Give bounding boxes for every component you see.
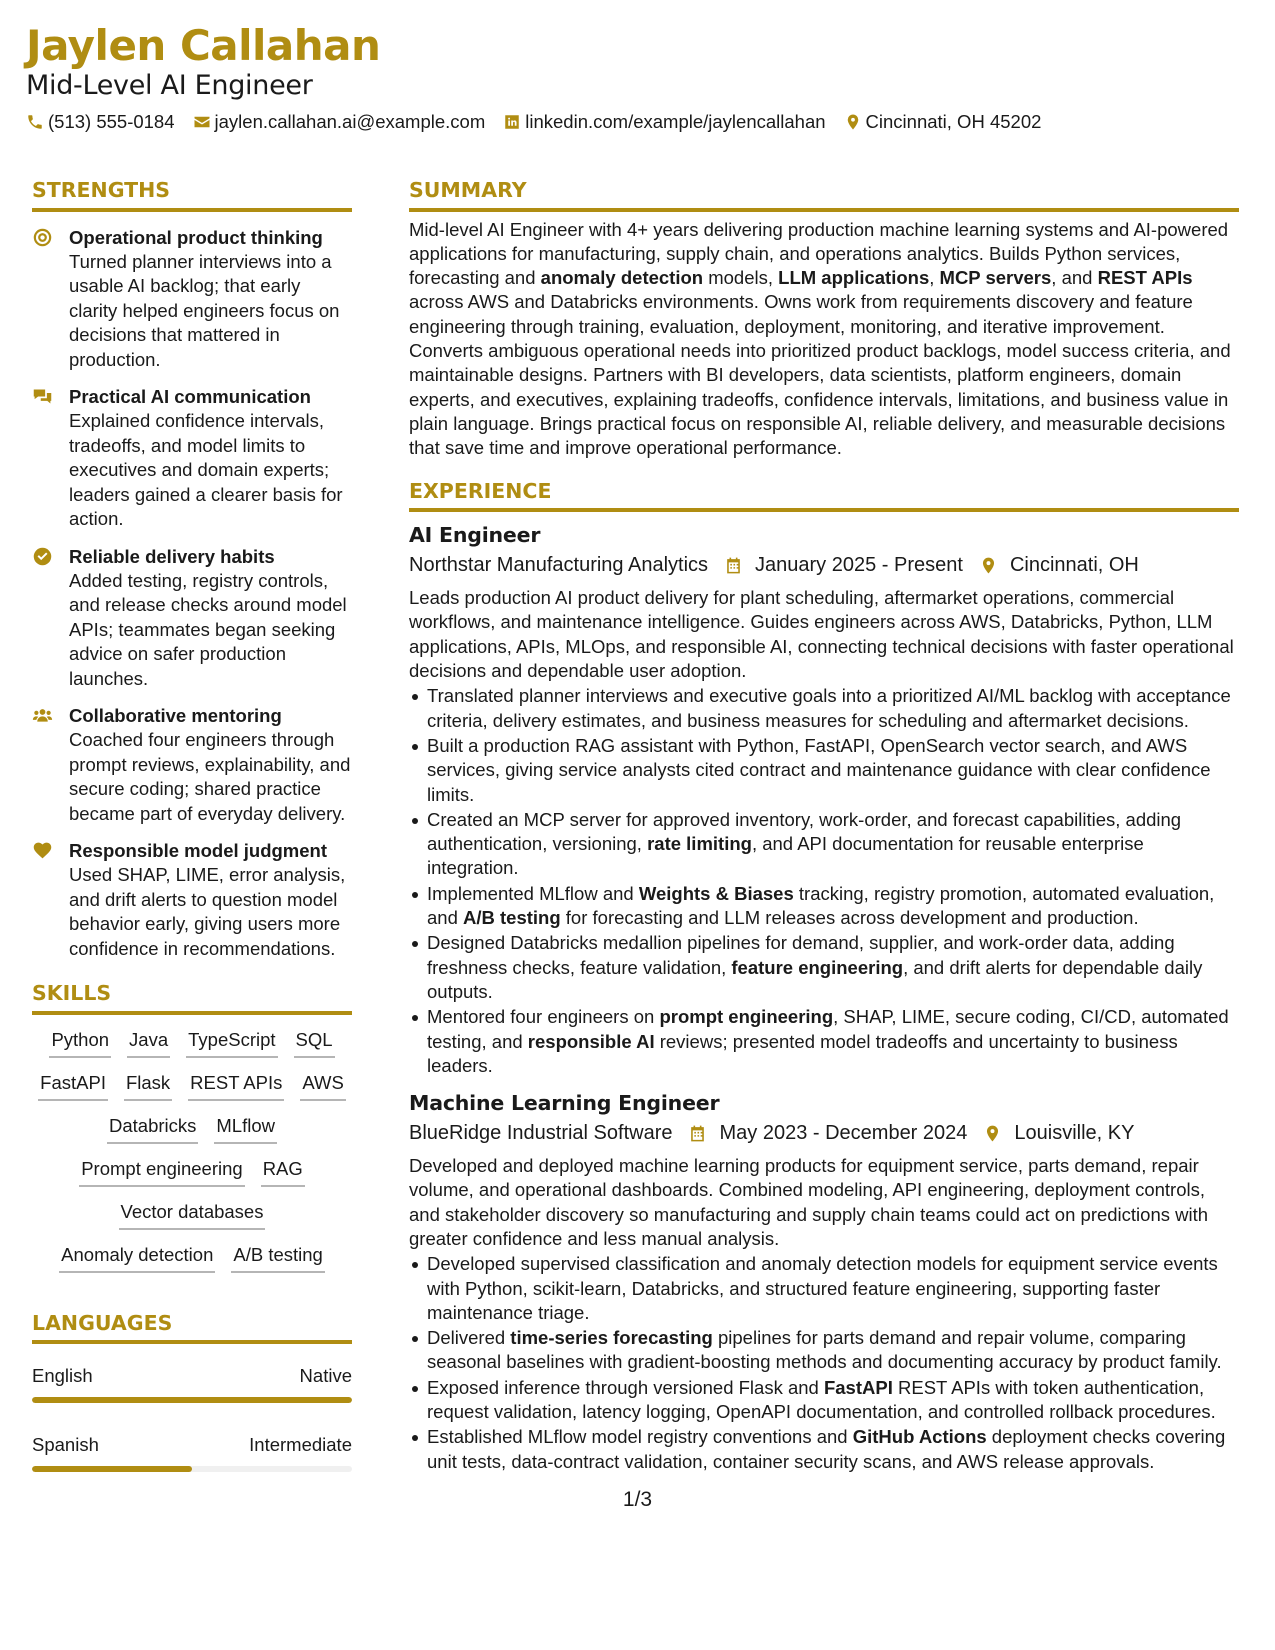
job-dates: May 2023 - December 2024 bbox=[719, 1122, 968, 1145]
envelope-icon bbox=[193, 113, 211, 131]
resume-header bbox=[26, 22, 1246, 133]
skill-row bbox=[32, 1243, 352, 1273]
target-icon bbox=[32, 227, 53, 248]
contact-phone[interactable] bbox=[26, 111, 175, 133]
strength-item bbox=[32, 545, 352, 692]
skill-tag: Anomaly detection bbox=[59, 1243, 215, 1273]
phone-icon bbox=[26, 113, 44, 131]
job-meta bbox=[409, 550, 1239, 580]
skill-tag: MLflow bbox=[214, 1114, 277, 1144]
skill-tag: Databricks bbox=[107, 1114, 198, 1144]
proficiency-bar bbox=[32, 1397, 352, 1403]
linkedin-icon bbox=[503, 113, 521, 131]
strength-item bbox=[32, 839, 352, 961]
right-column bbox=[409, 178, 1239, 1474]
email-text: jaylen.callahan.ai@example.com bbox=[214, 110, 486, 132]
bullet-item: Built a production RAG assistant with Python, FastAPI, OpenSearch vector search, and AWS services, giving service analysts cited contract and maintenance guidance with clear confidence limits. bbox=[409, 734, 1239, 807]
candidate-name: Jaylen Callahan bbox=[26, 21, 381, 70]
bullet-item: Implemented MLflow and Weights & Biases tracking, registry promotion, automated evaluation, and A/B testing for forecasting and LLM releases across development and production. bbox=[409, 882, 1239, 931]
skill-row bbox=[32, 1157, 352, 1187]
contact-linkedin[interactable] bbox=[503, 111, 825, 133]
job-location: Cincinnati, OH bbox=[1009, 554, 1139, 577]
skill-tag: Python bbox=[49, 1028, 111, 1058]
contact-bar bbox=[26, 111, 1246, 133]
bullet-item: Mentored four engineers on prompt engineering, SHAP, LIME, secure coding, CI/CD, automated testing, and responsible AI reviews; presented model tradeoffs and uncertainty to business leaders. bbox=[409, 1005, 1239, 1078]
job-bullets bbox=[409, 1252, 1239, 1474]
language-level: Intermediate bbox=[249, 1434, 352, 1456]
phone-text: (513) 555-0184 bbox=[48, 110, 175, 132]
skill-tag: Prompt engineering bbox=[79, 1157, 244, 1187]
strength-desc: Coached four engineers through prompt reviews, explainability, and secure coding; shared practice became part of everyday delivery. bbox=[69, 729, 351, 824]
map-pin-icon bbox=[844, 113, 862, 131]
strength-desc: Explained confidence intervals, tradeoffs, and model limits to executives and domain experts; leaders gained a clearer basis for action. bbox=[69, 410, 343, 530]
check-circle-icon bbox=[32, 546, 53, 567]
job-entry bbox=[409, 1089, 1239, 1474]
job-location: Louisville, KY bbox=[1014, 1122, 1135, 1145]
strengths-heading: STRENGTHS bbox=[32, 178, 352, 212]
skill-tag: Flask bbox=[124, 1071, 172, 1101]
proficiency-bar bbox=[32, 1466, 352, 1472]
bullet-item: Developed supervised classification and anomaly detection models for equipment service events with Python, scikit-learn, Databricks, and structured feature engineering, supporting faster maintenance triage. bbox=[409, 1252, 1239, 1325]
skill-tag: FastAPI bbox=[38, 1071, 108, 1101]
users-icon bbox=[32, 705, 53, 726]
language-level: Native bbox=[299, 1365, 352, 1387]
bullet-item: Designed Databricks medallion pipelines for demand, supplier, and work-order data, adding freshness checks, feature validation, feature engineering, and drift alerts for dependable daily outputs. bbox=[409, 931, 1239, 1004]
strengths-list bbox=[32, 226, 352, 962]
job-meta bbox=[409, 1118, 1239, 1148]
heart-icon bbox=[32, 840, 53, 861]
candidate-title: Mid-Level AI Engineer bbox=[26, 70, 313, 102]
skill-tag: Vector databases bbox=[119, 1200, 266, 1230]
calendar-icon bbox=[688, 1124, 707, 1143]
strength-title: Reliable delivery habits bbox=[69, 545, 275, 567]
job-company: Northstar Manufacturing Analytics bbox=[409, 554, 709, 577]
strength-desc: Used SHAP, LIME, error analysis, and drift alerts to question model behavior early, giving users more confidence in recommendations. bbox=[69, 864, 346, 959]
strength-item bbox=[32, 704, 352, 826]
job-dates: January 2025 - Present bbox=[755, 554, 963, 577]
bullet-item: Exposed inference through versioned Flask and FastAPI REST APIs with token authentication, request validation, latency logging, OpenAPI documentation, and controlled rollback procedures. bbox=[409, 1376, 1239, 1425]
strength-title: Responsible model judgment bbox=[69, 840, 327, 862]
page-number: 1/3 bbox=[622, 1488, 653, 1511]
job-bullets bbox=[409, 684, 1239, 1078]
job-company: BlueRidge Industrial Software bbox=[409, 1122, 673, 1145]
skill-tag: SQL bbox=[294, 1028, 335, 1058]
comments-icon bbox=[32, 386, 53, 407]
job-entry bbox=[409, 521, 1239, 1078]
skill-tag: RAG bbox=[261, 1157, 305, 1187]
strength-title: Operational product thinking bbox=[69, 226, 323, 248]
bullet-item: Delivered time-series forecasting pipelines for parts demand and repair volume, comparing seasonal baselines with gradient-boosting methods and documenting accuracy by product family. bbox=[409, 1326, 1239, 1375]
summary-text: Mid-level AI Engineer with 4+ years delivering production machine learning systems and AI-powered applications for manufacturing, supply chain, and operations analytics. Builds Python services, forecasting and anomaly detection models, LLM applications, MCP servers, and REST APIs across AWS and Databricks environments. Owns work from requirements discovery and feature engineering through training, evaluation, deployment, monitoring, and iterative improvement. Converts ambiguous operational needs into prioritized product backlogs, model success criteria, and maintainable designs. Partners with BI developers, data scientists, platform engineers, domain experts, and executives, explaining tradeoffs, confidence intervals, limitations, and business value in plain language. Brings practical focus on responsible AI, reliable delivery, and measurable decisions that save time and improve operational performance. bbox=[409, 218, 1231, 459]
skill-row bbox=[32, 1071, 352, 1101]
summary-heading: SUMMARY bbox=[409, 178, 1239, 212]
strength-title: Practical AI communication bbox=[69, 386, 311, 408]
strength-item bbox=[32, 226, 352, 373]
job-description: Leads production AI product delivery for plant scheduling, aftermarket operations, commercial workflows, and maintenance intelligence. Guides engineers across AWS, Databricks, Python, LLM applications, APIs, MLOps, and responsible AI, connecting technical decisions with faster operational decisions and dependable user adoption. bbox=[409, 587, 1234, 682]
bullet-item: Translated planner interviews and executive goals into a prioritized AI/ML backlog with acceptance criteria, delivery estimates, and business measures for scheduling and aftermarket decisions. bbox=[409, 684, 1239, 733]
skill-row bbox=[32, 1114, 352, 1144]
skill-tag: A/B testing bbox=[231, 1243, 324, 1273]
strength-item bbox=[32, 385, 352, 532]
language-item bbox=[32, 1364, 352, 1403]
skill-tag: REST APIs bbox=[188, 1071, 284, 1101]
map-pin-icon bbox=[979, 556, 998, 575]
language-name: Spanish bbox=[32, 1434, 99, 1456]
strength-desc: Added testing, registry controls, and release checks around model APIs; teammates began seeking advice on safer production launches. bbox=[69, 569, 347, 689]
skills-heading: SKILLS bbox=[32, 981, 352, 1015]
location-text: Cincinnati, OH 45202 bbox=[865, 110, 1042, 132]
contact-email[interactable] bbox=[193, 111, 486, 133]
job-title: Machine Learning Engineer bbox=[409, 1091, 720, 1116]
linkedin-text: linkedin.com/example/jaylencallahan bbox=[525, 110, 826, 132]
language-item bbox=[32, 1433, 352, 1472]
job-description: Developed and deployed machine learning products for equipment service, parts demand, repair volume, and operational dashboards. Combined modeling, API engineering, deployment controls, and stakeholder discovery so manufacturing and supply chain teams could act on predictions with greater confidence and less manual analysis. bbox=[409, 1155, 1209, 1249]
skill-row bbox=[32, 1200, 352, 1230]
proficiency-fill bbox=[32, 1397, 352, 1403]
skill-row bbox=[32, 1028, 352, 1058]
skills-list bbox=[32, 1028, 352, 1273]
strength-desc: Turned planner interviews into a usable AI backlog; that early clarity helped engineers focus on decisions that mattered in production. bbox=[69, 250, 340, 370]
experience-heading: EXPERIENCE bbox=[409, 479, 1239, 513]
language-name: English bbox=[32, 1365, 93, 1387]
contact-location bbox=[844, 111, 1042, 133]
bullet-item: Established MLflow model registry conventions and GitHub Actions deployment checks covering unit tests, data-contract validation, container security scans, and AWS release approvals. bbox=[409, 1425, 1239, 1474]
calendar-icon bbox=[724, 556, 743, 575]
skill-tag: Java bbox=[127, 1028, 170, 1058]
bullet-item: Created an MCP server for approved inventory, work-order, and forecast capabilities, adding authentication, versioning, rate limiting, and API documentation for reusable enterprise integration. bbox=[409, 808, 1239, 881]
languages-heading: LANGUAGES bbox=[32, 1311, 352, 1345]
skill-tag: AWS bbox=[300, 1071, 345, 1101]
skill-tag: TypeScript bbox=[186, 1028, 277, 1058]
map-pin-icon bbox=[983, 1124, 1002, 1143]
job-title: AI Engineer bbox=[409, 523, 541, 548]
proficiency-fill bbox=[32, 1466, 192, 1472]
left-column bbox=[32, 178, 352, 1472]
strength-title: Collaborative mentoring bbox=[69, 705, 282, 727]
